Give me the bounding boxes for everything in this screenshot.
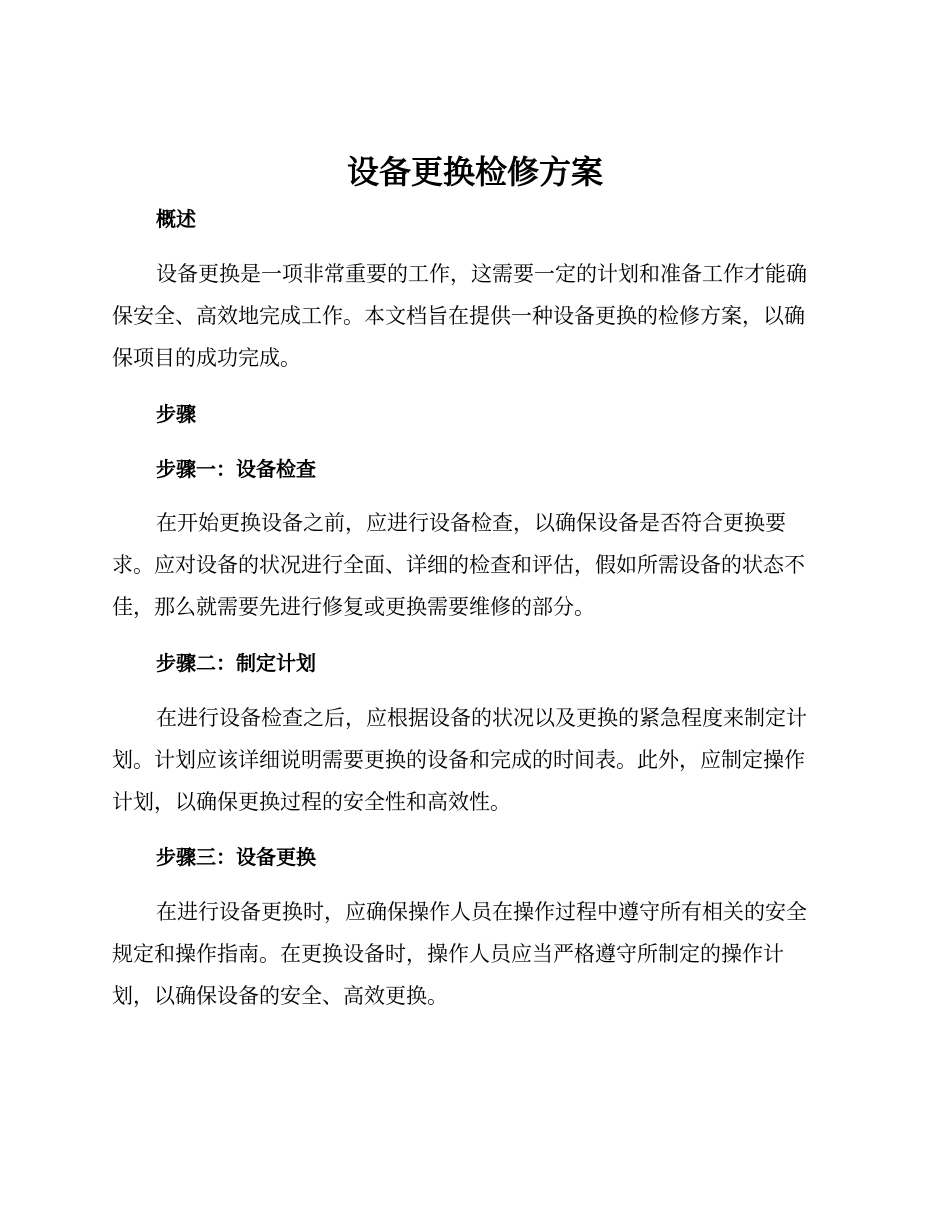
paragraph-line: 设备更换是一项非常重要的工作，这需要一定的计划和准备工作才能确 (156, 262, 807, 286)
paragraph-line: 在开始更换设备之前，应进行设备检查，以确保设备是否符合更换要 (156, 511, 786, 535)
paragraph-line: 保安全、高效地完成工作。本文档旨在提供一种设备更换的检修方案，以确 (112, 304, 805, 328)
document-title: 设备更换检修方案 (346, 153, 603, 191)
overview-paragraph (112, 253, 852, 379)
section-heading-step-one: 步骤一：设备检查 (156, 457, 316, 481)
paragraph-line: 保项目的成功完成。 (112, 346, 301, 370)
paragraph-line: 划，以确保设备的安全、高效更换。 (112, 984, 448, 1008)
step-three-paragraph (112, 891, 852, 1017)
paragraph-line: 在进行设备更换时，应确保操作人员在操作过程中遵守所有相关的安全 (156, 900, 807, 924)
section-heading-step-three: 步骤三：设备更换 (156, 845, 316, 869)
section-heading-steps: 步骤 (156, 402, 196, 426)
paragraph-line: 计划，以确保更换过程的安全性和高效性。 (112, 790, 511, 814)
paragraph-line: 划。计划应该详细说明需要更换的设备和完成的时间表。此外，应制定操作 (112, 748, 805, 772)
paragraph-line: 在进行设备检查之后，应根据设备的状况以及更换的紧急程度来制定计 (156, 706, 807, 730)
step-one-paragraph (112, 502, 852, 628)
paragraph-line: 求。应对设备的状况进行全面、详细的检查和评估，假如所需设备的状态不 (112, 553, 805, 577)
section-heading-step-two: 步骤二：制定计划 (156, 651, 316, 675)
paragraph-line: 佳，那么就需要先进行修复或更换需要维修的部分。 (112, 595, 595, 619)
paragraph-line: 规定和操作指南。在更换设备时，操作人员应当严格遵守所制定的操作计 (112, 942, 784, 966)
section-heading-overview: 概述 (156, 207, 196, 231)
step-two-paragraph (112, 697, 852, 823)
